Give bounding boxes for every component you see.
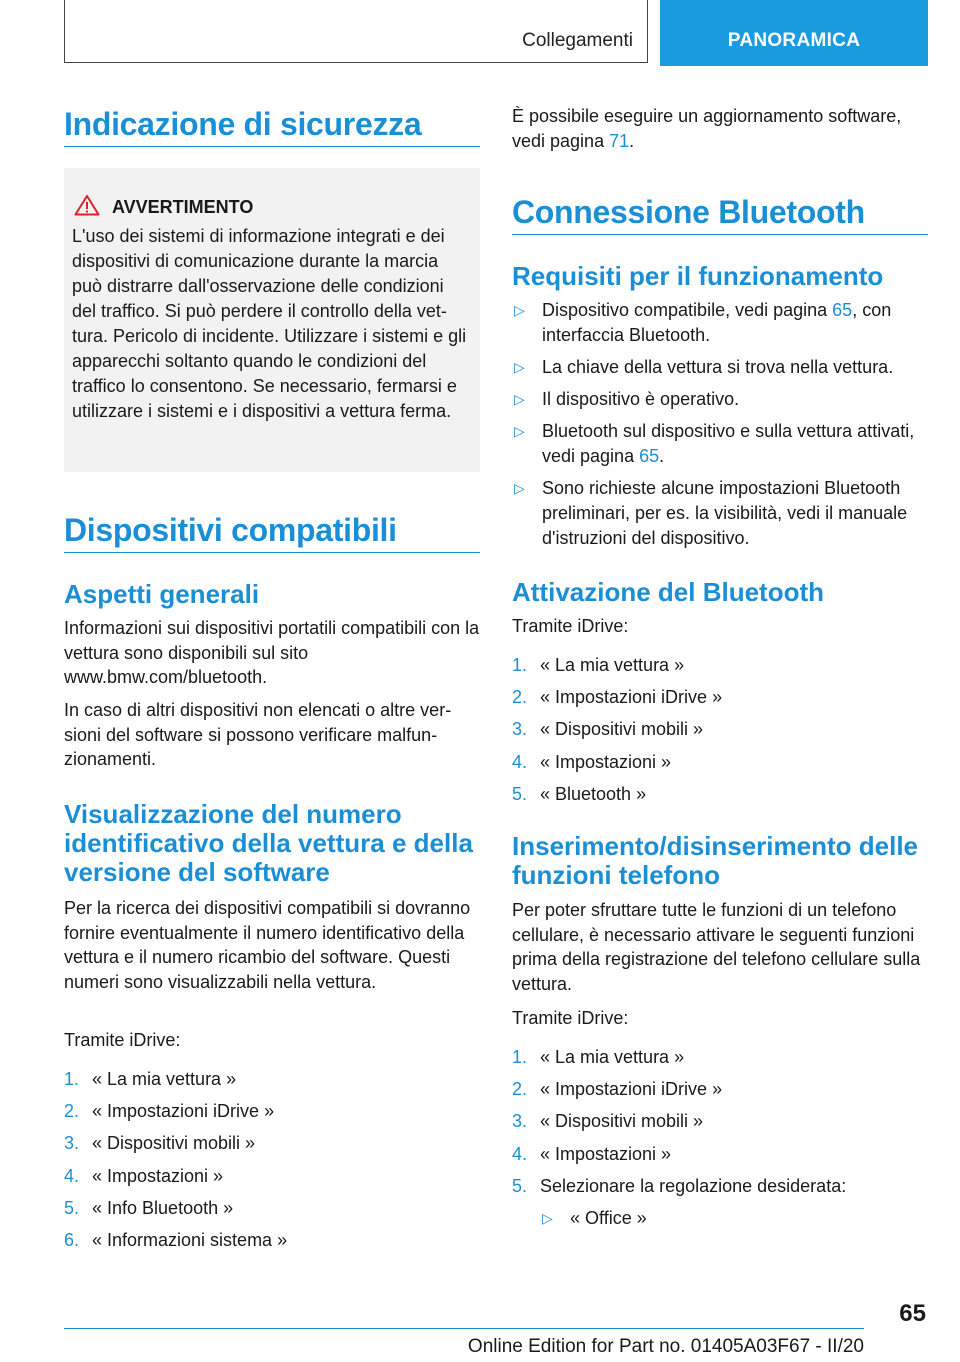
list-item: 1. « La mia vettura »: [512, 1047, 685, 1067]
page-header: [64, 0, 928, 66]
warning-text: L'uso dei sistemi di informazione integrati e dei dispositivi di comunicazione durante la marcia può distrarre dall'osservazione delle condizioni del traffico. Si può perdere il controllo della vettura. Pericolo di incidente. Utilizzare i sistemi e gli apparecchi soltanto quando le condizioni del traffico lo consentono. Se necessario, fermarsi e utilizzare i sistemi e i dispositivi a vettura ferma.: [72, 226, 467, 421]
footer-rule: [64, 1328, 864, 1329]
heading-phone-functions: Inserimento/disinserimento delle funzioni telefono: [512, 831, 918, 890]
warning-box: [64, 168, 480, 472]
page-number: 65: [899, 1300, 926, 1327]
heading-version: Visualizzazione del numero identificativo della vettura e della versione del software: [64, 799, 473, 887]
list-item: 3. « Dispositivi mobili »: [512, 719, 704, 740]
bullet-triangle-icon: ▷: [514, 391, 525, 407]
warning-icon: [74, 194, 100, 216]
steps-list-version: [64, 1063, 480, 1256]
list-item: 6. « Informazioni sistema »: [64, 1230, 288, 1251]
page-link[interactable]: 65: [639, 446, 660, 466]
heading-requirements: Requisiti per il funzionamento: [512, 261, 884, 291]
page-link[interactable]: 65: [832, 300, 853, 320]
list-item: ▷ Il dispositivo è operativo.: [512, 387, 928, 412]
list-item: 5. « Bluetooth »: [512, 783, 647, 804]
heading-safety: Indicazione di sicurezza: [64, 106, 422, 142]
requirements-list: [512, 298, 928, 558]
heading-general: Aspetti generali: [64, 579, 260, 609]
list-item: 3. « Dispositivi mobili »: [64, 1133, 256, 1154]
bullet-triangle-icon: ▷: [514, 480, 525, 496]
warning-title-text: AVVERTIMENTO: [112, 197, 254, 217]
list-item: 2. « Impostazioni iDrive »: [512, 687, 723, 708]
list-item: 5. « Info Bluetooth »: [64, 1197, 234, 1218]
chapter-tab: [660, 0, 928, 66]
list-item: 4. « Impostazioni »: [64, 1165, 224, 1186]
list-item: 2. « Impostazioni iDrive »: [512, 1079, 723, 1100]
chapter-label: PANORAMICA: [727, 30, 861, 51]
paragraph-general-1: Informazioni sui dispositivi portatili compatibili con la vettura sono disponibili sul sito www.bmw.com/bluetooth.: [64, 618, 480, 687]
list-item: ▷ « Office »: [512, 1202, 928, 1234]
heading-rule: [64, 146, 480, 147]
edition-note: Online Edition for Part no. 01405A03F67 - II/20: [467, 1336, 864, 1357]
bullet-triangle-icon: ▷: [514, 359, 525, 375]
steps-list-phone: [512, 1041, 928, 1202]
steps-list-activation: [512, 649, 928, 810]
paragraph-idrive: Tramite iDrive:: [64, 1030, 181, 1050]
bullet-triangle-icon: ▷: [514, 423, 525, 439]
list-item: 3. « Dispositivi mobili »: [512, 1111, 704, 1132]
list-item: ▷ Sono richieste alcune impostazioni Bluetooth preliminari, per es. la visibilità, vedi il manuale d'istruzioni del dispositivo.: [514, 478, 908, 548]
list-item: 1. « La mia vettura »: [64, 1069, 237, 1089]
list-item: ▷ Bluetooth sul dispositivo e sulla vettura attivati, vedi pagina 65.: [514, 421, 915, 466]
heading-rule: [64, 552, 480, 553]
list-item: ▷ La chiave della vettura si trova nella vettura.: [512, 355, 928, 380]
heading-rule: [512, 234, 928, 235]
list-item: ▷ Dispositivo compatibile, vedi pagina 65, con interfaccia Bluetooth.: [514, 300, 892, 345]
page-link[interactable]: 71: [609, 130, 630, 151]
heading-devices: Dispositivi compatibili: [64, 512, 397, 548]
list-item: 1. « La mia vettura »: [512, 655, 685, 675]
paragraph-update: È possibile eseguire un aggiornamento software, vedi pagina 71.: [512, 106, 902, 151]
section-tab: [64, 0, 648, 63]
list-item: 5. Selezionare la regolazione desiderata:: [512, 1175, 847, 1196]
sub-options-list: [512, 1202, 928, 1234]
bullet-triangle-icon: ▷: [542, 1210, 553, 1226]
paragraph-version: Per la ricerca dei dispositivi compatibili si dovranno fornire eventualmente il numero identificativo della vettura e il numero ricambio del software. Questi numeri sono visualizzabili nella vettura.: [64, 898, 471, 992]
heading-bluetooth: Connessione Bluetooth: [512, 194, 865, 230]
list-item: 4. « Impostazioni »: [512, 751, 672, 772]
paragraph-idrive: Tramite iDrive:: [512, 616, 629, 636]
bullet-triangle-icon: ▷: [514, 302, 525, 318]
paragraph-general-2: In caso di altri dispositivi non elencati o altre versioni del software si possono verificare malfunzionamenti.: [64, 700, 452, 769]
heading-activation: Attivazione del Bluetooth: [512, 577, 824, 607]
paragraph-phone: Per poter sfruttare tutte le funzioni di un telefono cellulare, è necessario attivare le seguenti funzioni prima della registrazione del telefono cellulare sulla vettura.: [512, 900, 921, 994]
list-item: 4. « Impostazioni »: [512, 1143, 672, 1164]
paragraph-idrive: Tramite iDrive:: [512, 1008, 629, 1028]
list-item: 2. « Impostazioni iDrive »: [64, 1101, 275, 1122]
section-label: Collegamenti: [522, 30, 633, 51]
warning-title: [74, 194, 253, 218]
